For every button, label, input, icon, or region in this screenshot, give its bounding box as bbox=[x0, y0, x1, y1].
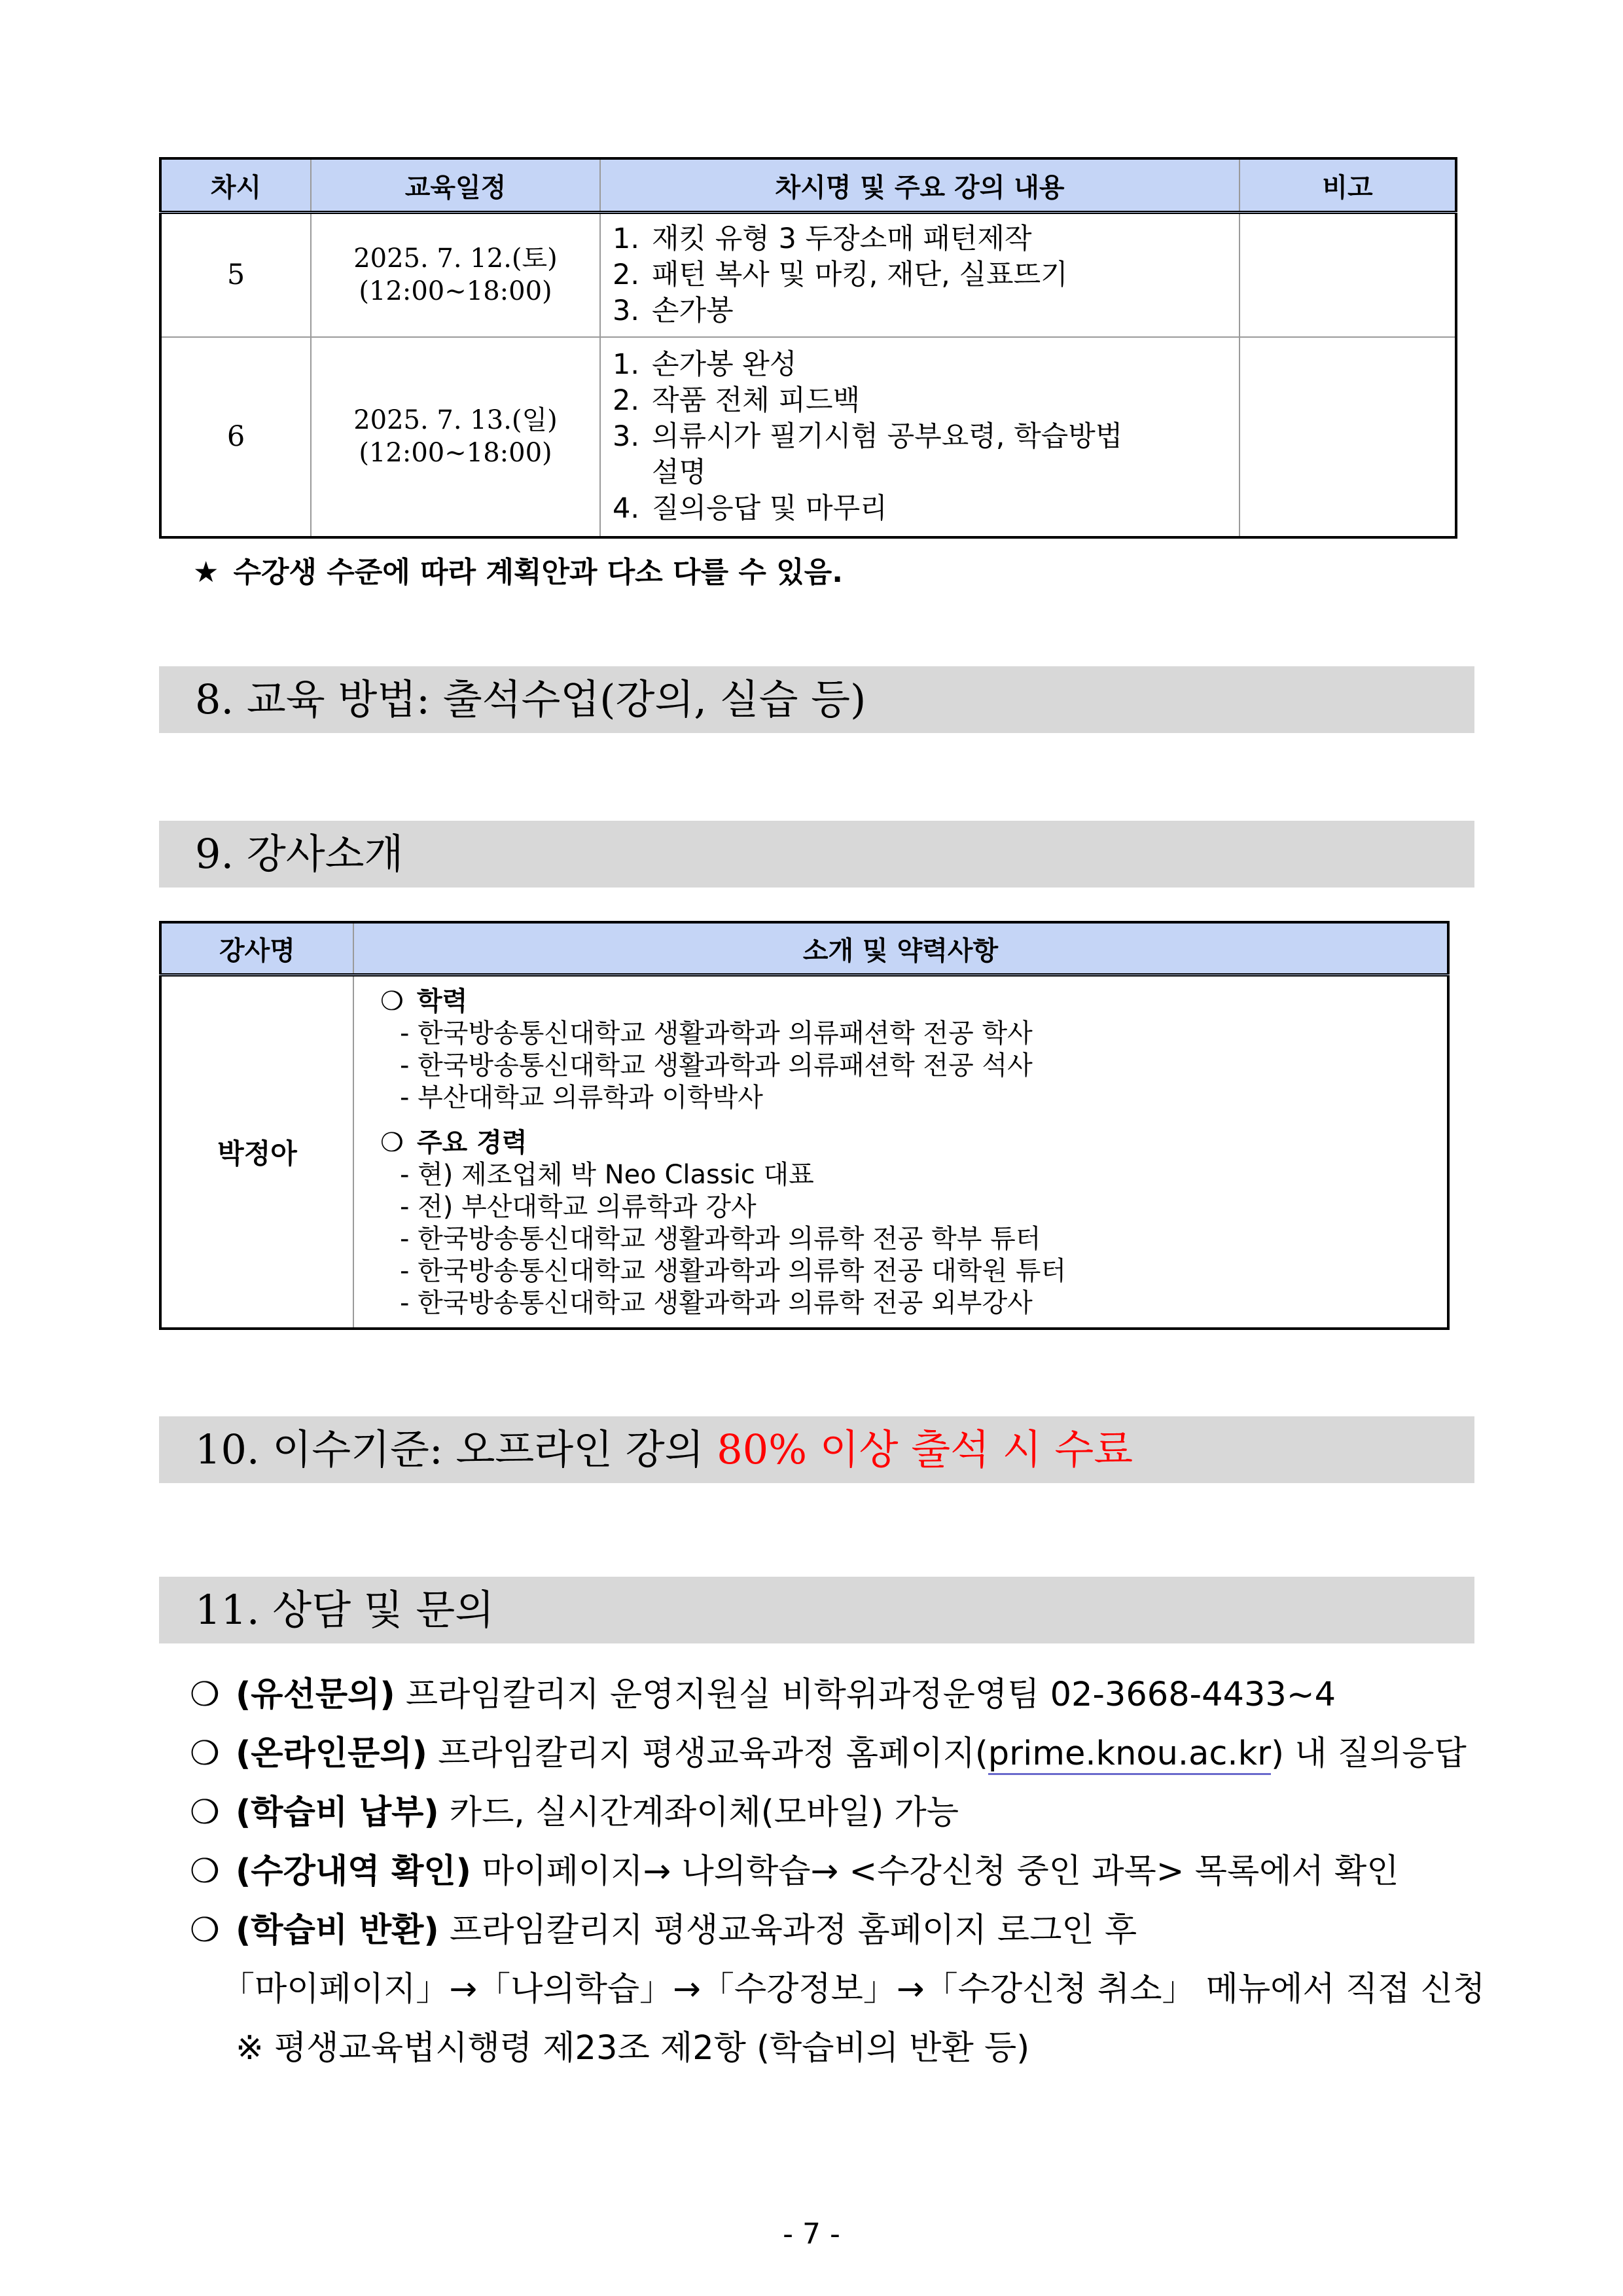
contact-label: (수강내역 확인) bbox=[236, 1852, 471, 1891]
contact-payment bbox=[190, 1785, 959, 1833]
header-date: 교육일정 bbox=[311, 158, 600, 213]
header-session: 차시 bbox=[160, 158, 311, 213]
instructor-name: 박정아 bbox=[160, 975, 353, 1329]
group-title: 주요 경력 bbox=[417, 1128, 527, 1158]
list-item: - 부산대학교 의류학과 이학박사 bbox=[400, 1083, 763, 1113]
list-item: 1. 재킷 유형 3 두장소매 패턴제작 bbox=[613, 222, 1032, 255]
circle-bullet-icon: ❍ bbox=[190, 1852, 220, 1891]
session-content bbox=[600, 213, 1240, 337]
table-row bbox=[160, 213, 1456, 337]
table-row bbox=[160, 975, 1448, 1329]
header-content: 차시명 및 주요 강의 내용 bbox=[600, 158, 1240, 213]
contact-label: (유선문의) bbox=[236, 1676, 395, 1714]
circle-bullet-icon: ❍ bbox=[190, 1734, 220, 1773]
header-profile: 소개 및 약력사항 bbox=[353, 922, 1448, 975]
group-title: 학력 bbox=[417, 986, 468, 1016]
session-remark bbox=[1240, 337, 1456, 537]
header-name: 강사명 bbox=[160, 922, 353, 975]
table-row bbox=[160, 337, 1456, 537]
list-item: - 전) 부산대학교 의류학과 강사 bbox=[400, 1192, 757, 1222]
section-8-title: 8. 교육 방법: 출석수업(강의, 실습 등) bbox=[159, 666, 1474, 733]
list-item: 3. 손가봉 bbox=[613, 294, 734, 327]
list-item: 4. 질의응답 및 마무리 bbox=[613, 492, 887, 525]
section-10-highlight: 80% 이상 출석 시 수료 bbox=[717, 1426, 1133, 1473]
section-10-title bbox=[159, 1416, 1474, 1483]
contact-wired bbox=[190, 1667, 1336, 1715]
date-text: 2025. 7. 13.(일) bbox=[353, 405, 558, 435]
contact-history bbox=[190, 1844, 1399, 1892]
header-remark: 비고 bbox=[1240, 158, 1456, 213]
note-text: 수강생 수준에 따라 계획안과 다소 다를 수 있음. bbox=[233, 556, 843, 589]
instructor-table bbox=[159, 921, 1450, 1330]
list-item: 3. 의류시가 필기시험 공부요령, 학습방법 설명 bbox=[613, 420, 1123, 489]
star-icon: ★ bbox=[193, 556, 219, 589]
homepage-link[interactable]: prime.knou.ac.kr bbox=[988, 1734, 1271, 1775]
schedule-table bbox=[159, 157, 1457, 539]
contact-label: (학습비 반환) bbox=[236, 1911, 439, 1950]
contact-text: 카드, 실시간계좌이체(모바일) 가능 bbox=[438, 1793, 959, 1832]
circle-bullet-icon: ❍ bbox=[380, 1128, 404, 1158]
list-item: - 한국방송통신대학교 생활과학과 의류패션학 전공 석사 bbox=[400, 1050, 1033, 1081]
contact-text: 프라임칼리지 운영지원실 비학위과정운영팀 02-3668-4433~4 bbox=[395, 1676, 1336, 1714]
contact-label: (온라인문의) bbox=[236, 1734, 427, 1773]
list-item: 1. 손가봉 완성 bbox=[613, 348, 797, 381]
list-item: 2. 작품 전체 피드백 bbox=[613, 384, 861, 417]
session-date bbox=[311, 337, 600, 537]
session-date bbox=[311, 213, 600, 337]
section-11-title: 11. 상담 및 문의 bbox=[159, 1577, 1474, 1643]
time-text: (12:00∼18:00) bbox=[359, 438, 552, 468]
session-content bbox=[600, 337, 1240, 537]
list-item: - 한국방송통신대학교 생활과학과 의류패션학 전공 학사 bbox=[400, 1018, 1033, 1049]
session-remark bbox=[1240, 213, 1456, 337]
list-item: 2. 패턴 복사 및 마킹, 재단, 실표뜨기 bbox=[613, 258, 1068, 291]
list-item: - 한국방송통신대학교 생활과학과 의류학 전공 외부강사 bbox=[400, 1288, 1033, 1318]
date-text: 2025. 7. 12.(토) bbox=[353, 243, 558, 274]
list-item: - 한국방송통신대학교 생활과학과 의류학 전공 대학원 튜터 bbox=[400, 1256, 1067, 1286]
contact-text: ) 내 질의응답 bbox=[1271, 1734, 1467, 1773]
section-10-prefix: 10. 이수기준: 오프라인 강의 bbox=[195, 1426, 717, 1473]
contact-label: (학습비 납부) bbox=[236, 1793, 439, 1832]
list-item: - 한국방송통신대학교 생활과학과 의류학 전공 학부 튜터 bbox=[400, 1224, 1041, 1254]
list-item: - 현) 제조업체 박 Neo Classic 대표 bbox=[400, 1160, 814, 1190]
schedule-header-row bbox=[160, 158, 1456, 213]
refund-note: ※ 평생교육법시행령 제23조 제2항 (학습비의 반환 등) bbox=[236, 2029, 1030, 2068]
education-group bbox=[380, 986, 1447, 1114]
contact-text: 마이페이지→ 나의학습→ <수강신청 중인 과목> 목록에서 확인 bbox=[471, 1852, 1399, 1891]
page-number: - 7 - bbox=[783, 2217, 840, 2251]
contact-refund bbox=[190, 1903, 1137, 1951]
time-text: (12:00∼18:00) bbox=[359, 276, 552, 307]
circle-bullet-icon: ❍ bbox=[190, 1676, 220, 1714]
contact-online bbox=[190, 1726, 1467, 1774]
circle-bullet-icon: ❍ bbox=[190, 1793, 220, 1832]
circle-bullet-icon: ❍ bbox=[380, 986, 404, 1016]
session-number: 5 bbox=[160, 213, 311, 337]
refund-path: 「마이페이지」→「나의학습」→「수강정보」→「수강신청 취소」 메뉴에서 직접 신청 bbox=[221, 1970, 1486, 2009]
instructor-header-row bbox=[160, 922, 1448, 975]
session-number: 6 bbox=[160, 337, 311, 537]
contact-text: 프라임칼리지 평생교육과정 홈페이지 로그인 후 bbox=[438, 1911, 1137, 1950]
schedule-note bbox=[193, 548, 843, 590]
circle-bullet-icon: ❍ bbox=[190, 1911, 220, 1950]
instructor-profile bbox=[353, 975, 1448, 1329]
section-9-title: 9. 강사소개 bbox=[159, 821, 1474, 888]
contact-text: 프라임칼리지 평생교육과정 홈페이지( bbox=[427, 1734, 988, 1773]
career-group bbox=[380, 1127, 1447, 1319]
